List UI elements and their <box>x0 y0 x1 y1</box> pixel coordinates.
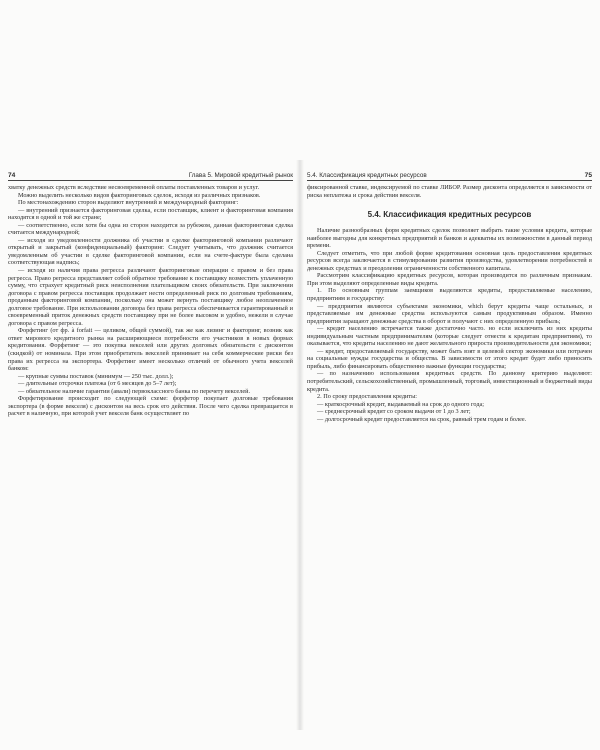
list-item: — предприятия являются субъектами экономики, which берут кредиты чаще остальных, и представляемые им денежные средства используются самым продуктивным образом. Именно предприятия заращают денежные средства в оборот и получают с них определенную прибыль; <box>307 302 592 325</box>
paragraph: Можно выделить несколько видов факторинговых сделок, исходя из различных признаков. <box>18 191 261 199</box>
right-page <box>307 172 592 712</box>
list-item: — исходя из уведомленности должника об участии в сделке факторинговой компании различают открытый и закрытый (конфиденциальный) факторинг. Следует учитывать, что должник считается уведомленным об участии в сделке факторинговой компании, если на счете-фактуре была сделана соответствующая надпись; <box>8 236 293 267</box>
paragraph: хватку денежных средств вследствие несвоевременной оплаты поставленных товаров и услуг. <box>8 184 260 191</box>
book-gutter <box>296 160 304 730</box>
paragraph: 1. По основным группам заемщиков выделяются кредиты, предоставляемые населению, предприятиям и государству: <box>307 287 592 303</box>
list-item: — кредит, предоставляемый государству, может быть взят в целевой сектор экономики или потрачен на социальные нужды государства и общества. В зависимости от этого кредит будет либо приносить прибыль, либо финансировать общественно важные функции государства; <box>307 347 592 370</box>
right-page-number: 75 <box>584 172 592 179</box>
list-item: — длительные отсрочки платежа (от 6 месяцев до 5–7 лет); <box>18 380 177 388</box>
paragraph: Форфетирование происходит по следующей схеме: форфетор покупает долговые требования экспортера (в форме векселя) с дисконтом на весь срок его действия. После чего сделка превращается в расчет в наличную, при которой учет векселя банк осуществляет по <box>8 395 293 418</box>
list-item: — соответственно, если хотя бы одна из сторон находится за рубежом, данная факторинговая сделка считается международной; <box>8 221 293 237</box>
paragraph: Рассмотрим классификацию кредитных ресурсов, которая производится по различным признакам. При этом выделяют определенные виды кредита. <box>307 272 592 287</box>
list-item: — крупные суммы поставок (минимум — 250 тыс. долл.); <box>18 372 174 380</box>
paragraph: Наличие разнообразных форм кредитных сделок позволяет выбрать такие условия кредита, которые наиболее выгодны для конкретных предприятий и банков и адекватны их возможностям в данный период времени. <box>307 227 592 250</box>
list-item: — обязательное наличие гарантии (авали) первоклассного банка по перечету векселей. <box>18 387 251 395</box>
paragraph: По местонахождению сторон выделяют внутренний и международный факторинг: <box>18 199 239 207</box>
right-page-body <box>307 184 592 423</box>
list-item: — долгосрочный кредит предоставляется на срок, равный трем годам и более. <box>317 415 527 423</box>
left-chapter-title: Глава 5. Мировой кредитный рынок <box>188 172 293 179</box>
left-page-number: 74 <box>8 172 16 179</box>
paragraph: Следует отметить, что при любой форме кредитования основная цель предоставления кредитных ресурсов всегда заключается в стимулировании развития производства, удовлетворении потребностей в денежных средствах и преодолении ограниченности собственного капитала. <box>307 249 592 272</box>
paragraph: 2. По сроку предоставления кредиты: <box>317 393 418 401</box>
left-page <box>8 172 293 712</box>
list-item: — кредит населению встречается также достаточно часто. но если исключить из них кредиты индивидуальным частным предпринимателям (которые следует отнести к кредитам предприятиям), то оказывается, что кредиты населению не дают желательного прироста производительности для экономики; <box>307 325 592 348</box>
list-item: — среднесрочный кредит со сроком выдачи от 1 до 3 лет; <box>317 408 471 416</box>
left-running-head <box>8 172 293 181</box>
paragraph: Форфетинг (от фр. à forfait — целиком, общей суммой), так же как лизинг и факторинг, возник как ответ мирового кредитного рынка на расширяющиеся потребности его участников в новых формах кредитования. Форфетинг — это покупка векселей или других долговых обязательств с дисконтом (скидкой) от номинала. При этом приобретатель векселей принимает на себя коммерческие риски без права их регресса на экспортера. Форфетинг имеет несколько отличий от обычного учета векселей банком: <box>8 327 293 373</box>
list-item: — краткосрочный кредит, выдаваемый на срок до одного года; <box>317 400 485 408</box>
right-section-title: 5.4. Классификация кредитных ресурсов <box>307 172 427 179</box>
section-heading: 5.4. Классификация кредитных ресурсов <box>367 210 532 220</box>
right-running-head <box>307 172 592 181</box>
list-item: — исходя из наличия права регресса различают факторинговые операции с правом и без права регресса. Право регресса представляет собой обратное требование к поставщику возместить уплаченную сумму, что страхует кредитный риск неисполнения плательщиком своих обязательств. При заключении договора с правом регресса поставщик продолжает нести определенный риск по долговым требованиям, проданным факторинговой компании, поскольку она может вернуть поставщику любое неоплаченное долговое требование. При использовании договора без права регресса обеспечивается гарантированный и своевременный приток денежных средств поставщику при не более высоком и удобно, нежели в случае договора с правом регресса. <box>8 267 293 327</box>
left-page-body <box>8 184 293 418</box>
paragraph: фиксированной ставке, индексируемой по ставке ЛИБОР. Размер дисконта определяется в зависимости от риска неплатежа и срока действия векселя. <box>307 184 592 199</box>
list-item: — внутренний признается факторинговая сделка, если поставщик, клиент и факторинговая компания находятся в одной и той же стране; <box>8 206 293 222</box>
list-item: — по назначению использования кредитных средств. По данному критерию выделяют: потребительский, сельскохозяйственный, промышленный, торговый, инвестиционный и бюджетный виды кредита. <box>307 370 592 393</box>
